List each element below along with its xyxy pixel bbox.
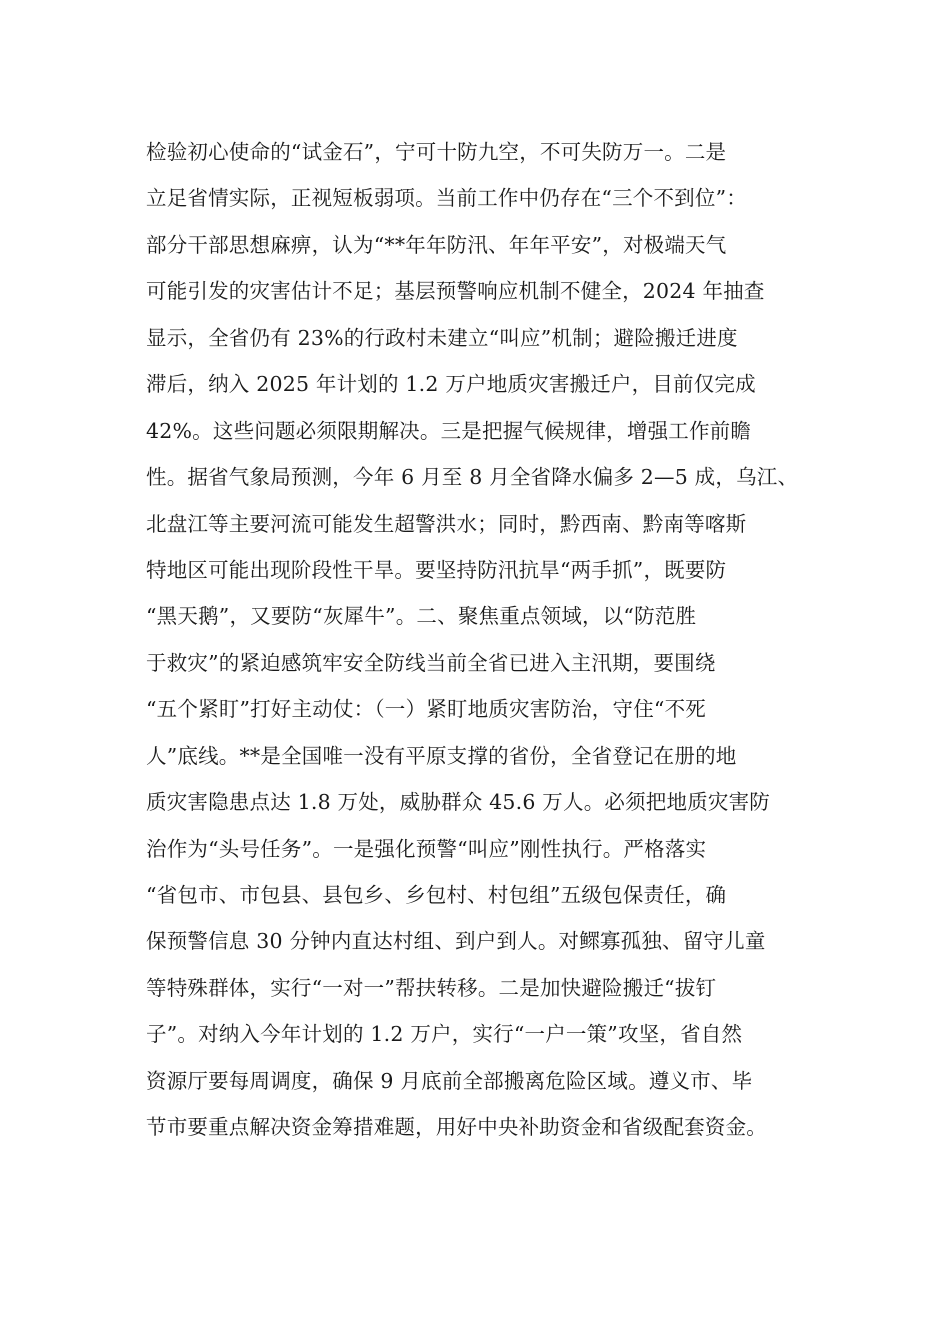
text-line: 可能引发的灾害估计不足；基层预警响应机制不健全，2024 年抽查 [146,279,765,304]
text-line: 滞后，纳入 2025 年计划的 1.2 万户地质灾害搬迁户，目前仅完成 [146,372,756,397]
text-line: 资源厅要每周调度，确保 9 月底前全部搬离危险区域。遵义市、毕 [146,1068,753,1093]
text-line: 人”底线。**是全国唯一没有平原支撑的省份，全省登记在册的地 [146,743,737,768]
text-line: 质灾害隐患点达 1.8 万处，威胁群众 45.6 万人。必须把地质灾害防 [146,790,771,815]
text-line: 显示，全省仍有 23%的行政村未建立“叫应”机制；避险搬迁进度 [146,325,738,350]
text-line: 检验初心使命的“试金石”，宁可十防九空，不可失防万一。二是 [146,140,727,164]
text-line: 于救灾”的紧迫感筑牢安全防线当前全省已进入主汛期，要围绕 [146,650,716,675]
text-line: 部分干部思想麻痹，认为“**年年防汛、年年平安”，对极端天气 [146,232,727,257]
body-paragraph [146,129,846,1151]
text-line: 特地区可能出现阶段性干旱。要坚持防汛抗旱“两手抓”，既要防 [146,557,727,582]
text-line: 立足省情实际，正视短板弱项。当前工作中仍存在“三个不到位”： [146,186,747,211]
text-line: “黑天鹅”，又要防“灰犀牛”。二、聚焦重点领域，以“防范胜 [146,604,697,629]
text-line: “省包市、市包县、县包乡、乡包村、村包组”五级包保责任，确 [146,883,727,907]
text-line: 节市要重点解决资金筹措难题，用好中央补助资金和省级配套资金。 [146,1115,767,1140]
text-line: 子”。对纳入今年计划的 1.2 万户，实行“一户一策”攻坚，省自然 [146,1022,743,1047]
text-line: 性。据省气象局预测，今年 6 月至 8 月全省降水偏多 2—5 成，乌江、 [146,465,799,490]
text-line: 等特殊群体，实行“一对一”帮扶转移。二是加快避险搬迁“拔钉 [146,975,717,1000]
text-line: 治作为“头号任务”。一是强化预警“叫应”刚性执行。严格落实 [146,836,707,861]
text-line: “五个紧盯”打好主动仗：（一）紧盯地质灾害防治，守住“不死 [146,697,706,722]
text-line: 北盘江等主要河流可能发生超警洪水；同时，黔西南、黔南等喀斯 [146,511,747,536]
text-line: 42%。这些问题必须限期解决。三是把握气候规律，增强工作前瞻 [146,418,752,443]
text-line: 保预警信息 30 分钟内直达村组、到户到人。对鳏寡孤独、留守儿童 [146,929,766,954]
